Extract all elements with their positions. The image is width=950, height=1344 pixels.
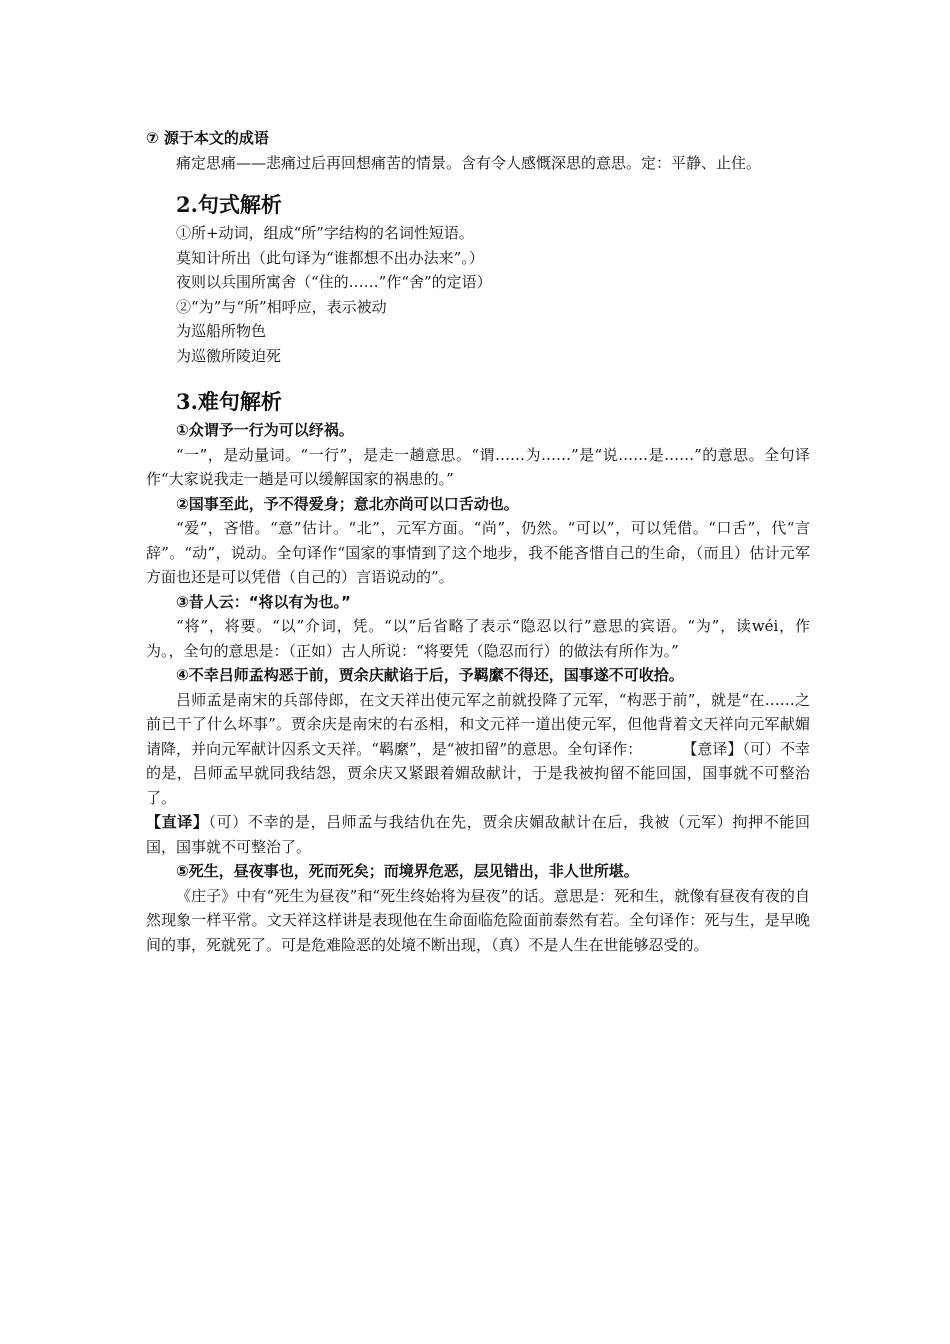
syntax-line-2: 莫知计所出（此句译为“谁都想不出办法来”。） xyxy=(176,248,484,267)
syntax-line-1: ①所+动词，组成“所”字结构的名词性短语。 xyxy=(176,224,474,242)
free-translation-text: （可）不幸的是，吕师孟早就同我结怨，贾余庆又紧跟着媚敌献计，于是我被拘留不能回国，国事就不可整治了。 xyxy=(146,739,810,807)
syntax-line-4: ②“为”与“所”相呼应，表示被动 xyxy=(176,297,387,316)
idioms-text: 痛定思痛——悲痛过后再回想痛苦的情景。含有令人感慨深思的意思。定：平静、止住。 xyxy=(176,153,762,172)
syntax-line-6: 为巡徼所陵迫死 xyxy=(176,346,282,365)
literal-translation xyxy=(146,810,810,859)
sentence-4-explanation: 吕师孟是南宋的兵部侍郎，在文天祥出使元军之前就投降了元军，“构恶于前”，就是“在……之前已干了什么坏事”。贾余庆是南宋的右丞相，和文元祥一道出使元军，但他背着文天祥向元军献媚请降，并向元军献计囚系文天祥。“羁縻”，是“被扣留”的意思。全句译作： xyxy=(146,690,810,758)
syntax-heading: 2.句式解析 xyxy=(176,192,282,217)
sentence-5-text: 《庄子》中有“死生为昼夜”和“死生终始将为昼夜”的话。意思是：死和生，就像有昼夜有夜的自然现象一样平常。文天祥这样讲是表现他在生命面临危险面前泰然有若。全句译作：死与生，是早晚间的事，死就死了。可是危难险恶的处境不断出现，（真）不是人生在世能够忍受的。 xyxy=(146,886,810,954)
literal-translation-text: （可）不幸的是，吕师孟与我结仇在先，贾余庆媚敌献计在后，我被（元军）拘押不能回国，国事就不可整治了。 xyxy=(146,813,810,856)
sentence-3-text: “将”，将要。“以”介词，凭。“以”后省略了表示“隐忍以行”意思的宾语。“为”，读wéi，作为。，全句的意思是：（正如）古人所说：“将要凭（隐忍而行）的做法有所作为。” xyxy=(146,617,810,660)
free-translation-label: 【意译】 xyxy=(682,739,743,758)
sentence-4-text xyxy=(146,688,810,811)
sentence-4-title: ④不幸吕师孟构恶于前，贾余庆献谄于后，予羁縻不得还，国事遂不可收拾。 xyxy=(176,666,684,684)
sentence-1-title: ①众谓予一行为可以纾祸。 xyxy=(176,421,354,439)
sentence-1-text: “一”，是动量词。“一行”，是走一趟意思。“谓……为……”是“说……是……”的意思。全句译作“大家说我走一趟是可以缓解国家的祸患的。” xyxy=(146,445,810,488)
sentence-3-title: ③昔人云：“将以有为也。” xyxy=(176,592,351,611)
sentence-2-title: ②国事至此，予不得爱身；意北亦尚可以口舌动也。 xyxy=(176,494,519,513)
idioms-heading: ⑦ 源于本文的成语 xyxy=(146,129,269,147)
sentence-2-text: “爱”，吝惜。“意”估计。“北”，元军方面。“尚”，仍然。“可以”，可以凭借。“口舌”，代“言辞”。“动”，说动。全句译作“国家的事情到了这个地步，我不能吝惜自己的生命，（而且）估计元军方面也还是可以凭借（自己的）言语说动的”。 xyxy=(146,519,810,586)
syntax-line-3: 夜则以兵围所寓舍（“住的……”作“舍”的定语） xyxy=(176,273,492,291)
sentence-5-title: ⑤死生，昼夜事也，死而死矣；而境界危恶，层见错出，非人世所堪。 xyxy=(176,862,639,880)
document-page xyxy=(146,126,810,957)
syntax-line-5: 为巡船所物色 xyxy=(176,322,267,340)
literal-translation-label: 【直译】 xyxy=(146,813,209,831)
difficult-heading: 3.难句解析 xyxy=(176,389,282,414)
